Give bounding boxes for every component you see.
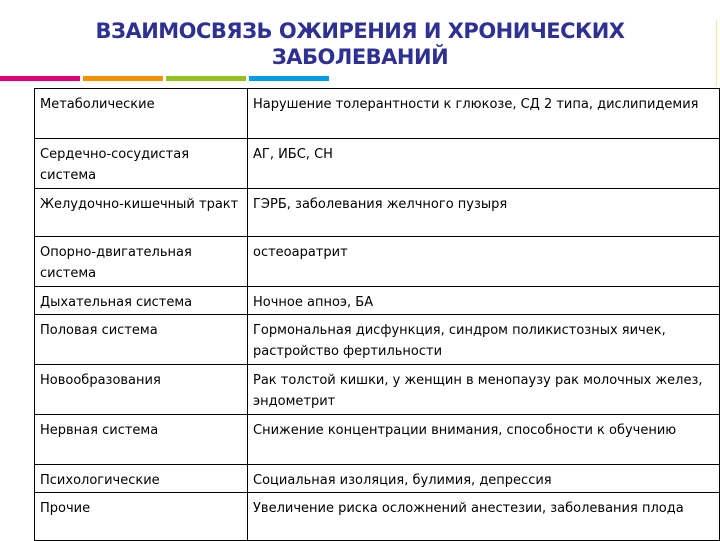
diseases-cell: АГ, ИБС, СН — [248, 139, 720, 189]
table-row — [35, 315, 720, 365]
system-cell: Опорно-двигательная система — [35, 237, 248, 287]
system-cell: Новообразования — [35, 365, 248, 415]
diseases-cell: Рак толстой кишки, у женщин в менопаузу рак молочных желез, эндометрит — [248, 365, 720, 415]
table-row — [35, 237, 720, 287]
table-row — [35, 365, 720, 415]
accent-segment-blue — [249, 76, 329, 81]
diseases-cell: Увеличение риска осложнений анестезии, заболевания плода — [248, 493, 720, 541]
accent-segment-orange — [83, 76, 163, 81]
system-cell: Метаболические — [35, 89, 248, 139]
system-cell: Прочие — [35, 493, 248, 541]
diseases-cell: Социальная изоляция, булимия, депрессия — [248, 465, 720, 493]
diseases-cell: остеоаратрит — [248, 237, 720, 287]
system-cell: Сердечно-сосудистая система — [35, 139, 248, 189]
diseases-cell: Ночное апноэ, БА — [248, 287, 720, 315]
diseases-cell: Гормональная дисфункция, синдром поликистозных яичек, растройство фертильности — [248, 315, 720, 365]
diseases-cell: Нарушение толерантности к глюкозе, СД 2 типа, дислипидемия — [248, 89, 720, 139]
slide-title-line-1: ВЗАИМОСВЯЗЬ ОЖИРЕНИЯ И ХРОНИЧЕСКИХ — [95, 19, 625, 43]
table-row — [35, 89, 720, 139]
system-cell: Желудочно-кишечный тракт — [35, 189, 248, 237]
table-row — [35, 139, 720, 189]
accent-segment-green — [166, 76, 246, 81]
table-row — [35, 189, 720, 237]
table-row — [35, 287, 720, 315]
obesity-diseases-table — [34, 88, 720, 541]
system-cell: Дыхательная система — [35, 287, 248, 315]
accent-bar — [0, 76, 720, 81]
accent-segment-magenta — [0, 76, 80, 81]
table-row — [35, 493, 720, 541]
diseases-cell: Снижение концентрации внимания, способности к обучению — [248, 415, 720, 465]
system-cell: Нервная система — [35, 415, 248, 465]
decorative-rule — [716, 20, 717, 86]
system-cell: Психологические — [35, 465, 248, 493]
slide-title-line-2: ЗАБОЛЕВАНИЙ — [271, 45, 449, 69]
slide-title — [0, 18, 720, 70]
system-cell: Половая система — [35, 315, 248, 365]
table-row — [35, 415, 720, 465]
table-row — [35, 465, 720, 493]
diseases-cell: ГЭРБ, заболевания желчного пузыря — [248, 189, 720, 237]
